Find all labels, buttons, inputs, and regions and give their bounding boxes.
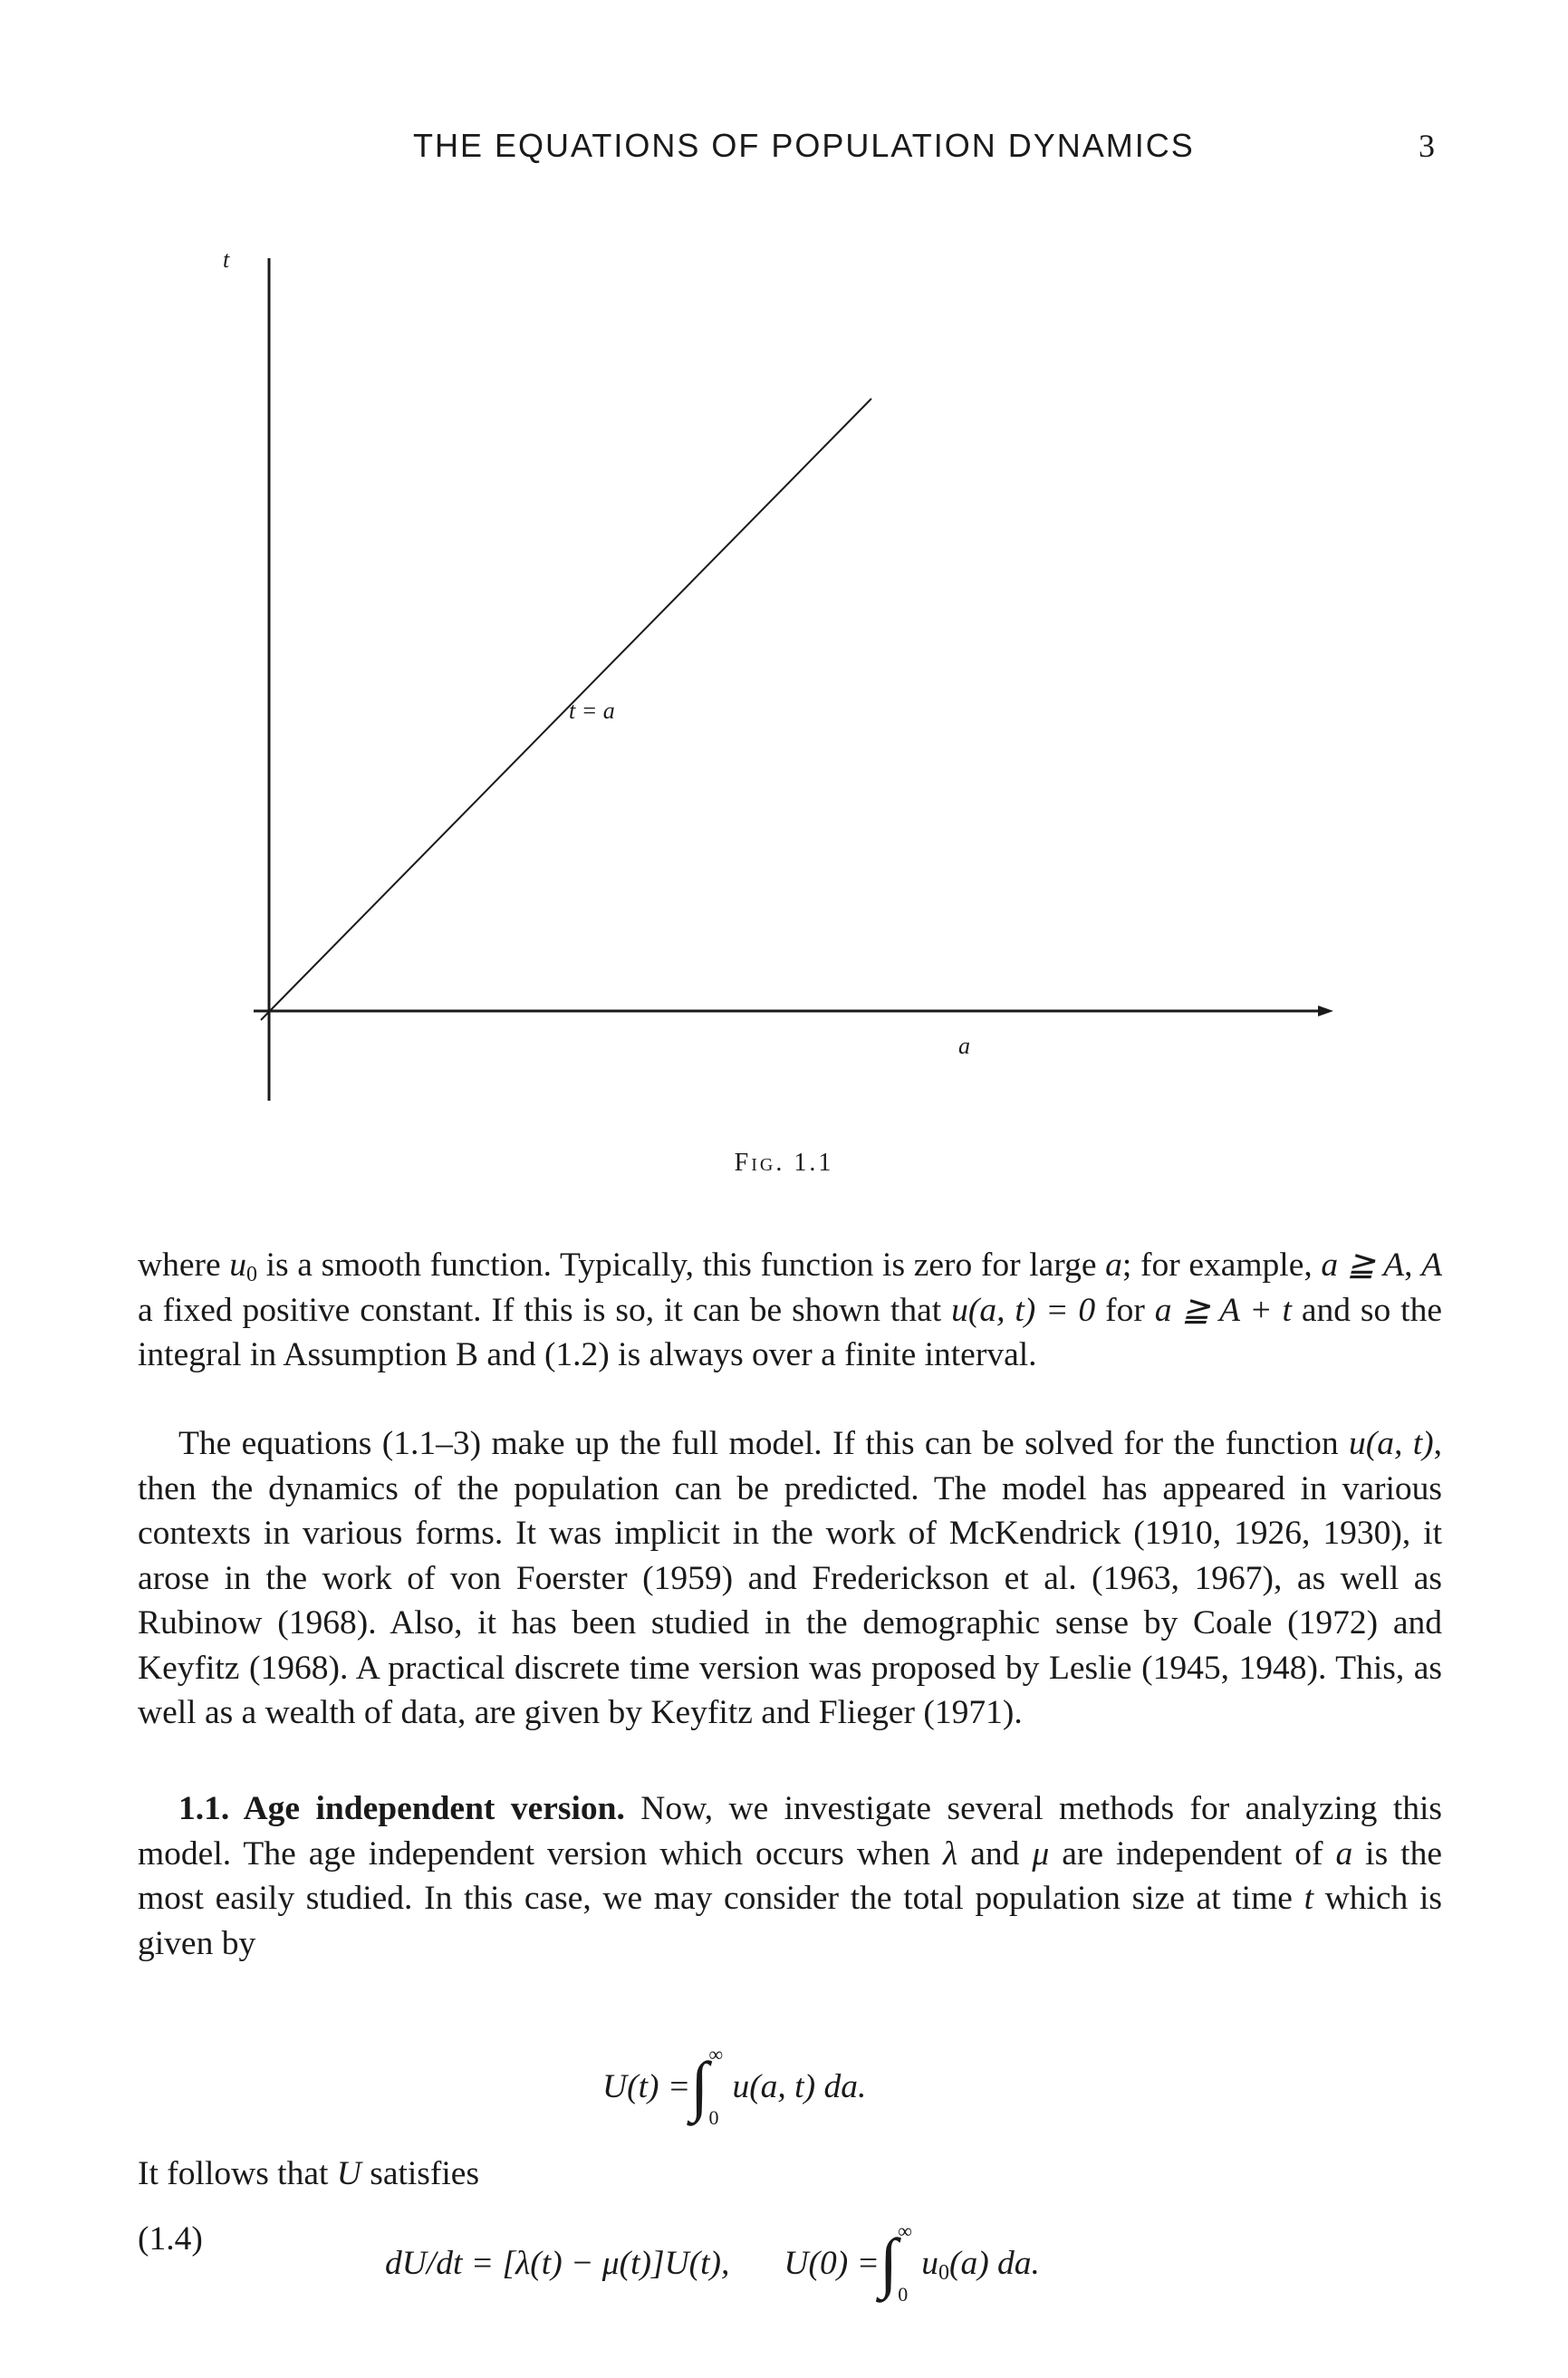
line-label: t = a (569, 698, 615, 724)
equation-1-4: dU/dt = [λ(t) − μ(t)]U(t), U(0) =∫ ∞ 0 $u_0(a)$ da. (385, 2219, 1040, 2306)
y-axis-label: t (223, 246, 230, 273)
integral-sign: ∫ (879, 2226, 899, 2300)
a-axis-arrow-icon (1318, 1006, 1333, 1016)
follows-line: It follows that U satisfies (138, 2155, 480, 2192)
page-number: 3 (1419, 128, 1435, 164)
paragraph-1: where $u_0$ is a smooth function. Typically, this function is zero for large a; for example, a ≧ A, A a fixed positive constant. If this is so, it can be shown that u(a, t) = 0 for a ≧ A + t and so the integral in Assumption B and (1.2) is always over a finite interval. (138, 1247, 1442, 1373)
equation-number: (1.4) (138, 2220, 203, 2258)
equation-total-population: U(t) =∫ ∞ 0 u(a, t) da. (602, 2043, 867, 2129)
paragraph-3: 1.1. Age independent version. Now, we investigate several methods for analyzing this model. The age independent version which occurs when λ and μ are independent of a is the most easily studied. In this case, we may consider the total population size at time t which is given by (138, 1790, 1442, 1962)
paragraph-2: The equations (1.1–3) make up the full model. If this can be solved for the function u(a, t), then the dynamics of the population can be predicted. The model has appeared in various contexts in various forms. It was implicit in the work of McKendrick (1910, 1926, 1930), it arose in the work of von Foerster (1959) and Frederickson et al. (1963, 1967), as well as Rubinow (1968). Also, it has been studied in the demographic sense by Coale (1972) and Keyfitz (1968). A practical discrete time version was proposed by Leslie (1945, 1948). This, as well as a wealth of data, are given by Keyfitz and Flieger (1971). (138, 1425, 1442, 1731)
running-head: THE EQUATIONS OF POPULATION DYNAMICS (413, 127, 1195, 164)
diagonal-t-equals-a (261, 399, 871, 1020)
figure-1-1 (217, 231, 1359, 1137)
integral-sign: ∫ (690, 2049, 709, 2123)
section-title: 1.1. Age independent version. (178, 1790, 625, 1827)
figure-caption: Fig. 1.1 (734, 1149, 834, 1177)
age-time-diagram (217, 231, 1359, 1137)
x-axis-label: a (958, 1033, 970, 1059)
